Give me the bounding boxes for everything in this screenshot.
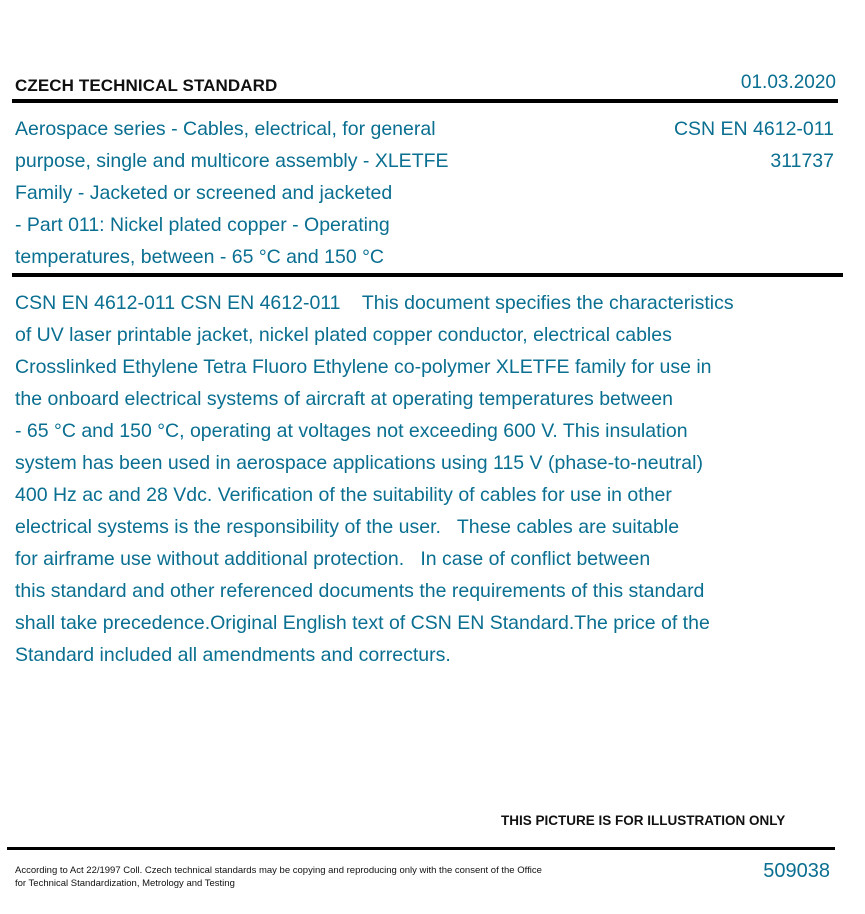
footer-id: 509038	[763, 860, 830, 882]
body-line: electrical systems is the responsibility of the user. These cables are suitable	[15, 516, 680, 538]
body-line: CSN EN 4612-011 CSN EN 4612-011 This document specifies the characteristics	[15, 292, 734, 314]
bottom-divider	[7, 847, 835, 850]
title-line: Family - Jacketed or screened and jacketed	[15, 182, 393, 204]
body-line: Standard included all amendments and correcturs.	[15, 644, 451, 666]
description-body	[15, 287, 845, 671]
body-line: shall take precedence.Original English text of CSN EN Standard.The price of the	[15, 612, 710, 634]
body-line: this standard and other referenced documents the requirements of this standard	[15, 580, 705, 602]
footer-legal-line: for Technical Standardization, Metrology and Testing	[15, 878, 235, 889]
body-line: 400 Hz ac and 28 Vdc. Verification of the suitability of cables for use in other	[15, 484, 672, 506]
standard-identifiers	[674, 113, 834, 177]
body-line: for airframe use without additional protection. In case of conflict between	[15, 548, 651, 570]
body-line: Crosslinked Ethylene Tetra Fluoro Ethylene co-polymer XLETFE family for use in	[15, 356, 712, 378]
body-line: system has been used in aerospace applications using 115 V (phase-to-neutral)	[15, 452, 703, 474]
class-number: 311737	[770, 150, 834, 172]
body-line: the onboard electrical systems of aircraft at operating temperatures between	[15, 388, 673, 410]
title-line: Aerospace series - Cables, electrical, for general	[15, 118, 436, 140]
title-line: temperatures, between - 65 °C and 150 °C	[15, 246, 384, 268]
title-line: purpose, single and multicore assembly - XLETFE	[15, 150, 449, 172]
footer-legal-line: According to Act 22/1997 Coll. Czech technical standards may be copying and reproducing only with the consent of the Office	[15, 865, 542, 876]
middle-divider	[12, 273, 843, 277]
title-line: - Part 011: Nickel plated copper - Operating	[15, 214, 390, 236]
standard-code: CSN EN 4612-011	[673, 118, 834, 140]
body-line: of UV laser printable jacket, nickel plated copper conductor, electrical cables	[15, 324, 672, 346]
standard-title	[15, 113, 515, 273]
top-divider	[12, 99, 838, 103]
footer-legal-note	[15, 864, 615, 890]
header-title: CZECH TECHNICAL STANDARD	[15, 76, 278, 95]
illustration-note: THIS PICTURE IS FOR ILLUSTRATION ONLY	[501, 813, 786, 828]
body-line: - 65 °C and 150 °C, operating at voltages not exceeding 600 V. This insulation	[15, 420, 688, 442]
header-date: 01.03.2020	[740, 72, 836, 93]
